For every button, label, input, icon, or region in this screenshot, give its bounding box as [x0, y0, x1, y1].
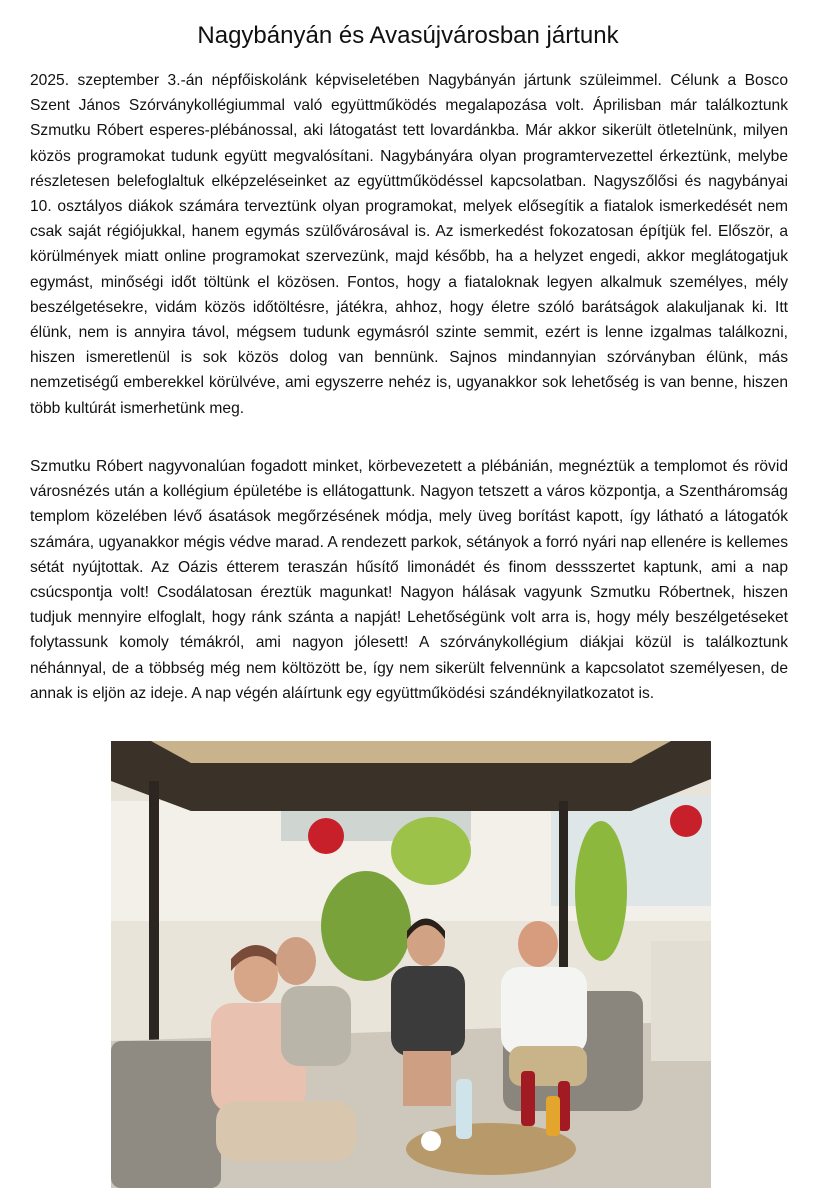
person-face-2 [276, 937, 316, 985]
stairs [651, 941, 711, 1061]
potted-shrub [321, 871, 411, 981]
article-paragraph-2: Szmutku Róbert nagyvonalúan fogadott minket, körbevezetett a plébánián, megnéztük a templomot és rövid városnézés után a kollégium épületébe is ellátogattunk. Nagyon tetszett a város központja, a Szentháromság templom közelében lévő ásatások megőrzésének módja, mely üveg borítást kapott, így látható a látogatók számára, ugyanakkor mégis védve marad. A rendezett parkok, sétányok a forró nyári nap ellenére is kellemes sétát nyújtottak. Az Oázis étterem teraszán hűsítő limonádét és finom dessszertet kaptunk, ami a nap csúcspontja volt! Csodálatosan éreztük magunkat! Nagyon hálásak vagyunk Szmutku Róbertnek, hiszen tudjuk mennyire elfoglalt, hogy ránk szánta a napját! Lehetőségünk volt arra is, hogy mély beszélgetéseket folytassunk komoly témákról, ami nagyon jólesett! A szórványkollégium diákjai közül is találkoztunk néhánnyal, de a többség még nem költözött be, így nem sikerült felvennünk a kapcsolatot személyesen, de annak is eljön az ideje. A nap végén aláírtunk egy együttműködési szándéknyilatkozatot is. [30, 458, 788, 702]
person-shorts-4 [509, 1046, 587, 1086]
person-body-2 [281, 986, 351, 1066]
coffee-cup [421, 1131, 441, 1151]
hanging-plant-right [575, 821, 627, 961]
person-face-4 [518, 921, 558, 967]
hanging-plant [391, 817, 471, 885]
group-photo [111, 741, 711, 1188]
person-legs-3 [403, 1051, 451, 1106]
cola-bottle [521, 1071, 535, 1126]
article-title: Nagybányán és Avasújvárosban jártunk [197, 22, 619, 49]
flower-box [308, 818, 344, 854]
juice-bottle [546, 1096, 560, 1136]
person-legs-1 [216, 1101, 356, 1161]
person-body-3 [391, 966, 465, 1056]
canopy-fabric [151, 741, 671, 763]
terrace-photo-illustration [111, 741, 711, 1188]
gazebo-post-left [149, 781, 159, 1041]
flower-box-right [670, 805, 702, 837]
article-paragraph-1: 2025. szeptember 3.-án népfőiskolánk képviseletében Nagybányán jártunk szüleimmel. Célunk a Bosco Szent János Szórványkollégiummal való együttműködés megalapozása volt. Áprilisban már találkoztunk Szmutku Róbert esperes-plébánossal, aki látogatást tett lovardánkba. Már akkor sikerült ötletelnünk, milyen közös programokat tudunk együtt megvalósítani. Nagybányára olyan programtervezettel érkeztünk, melybe részletesen belefoglaltuk elképzeléseinket az együttműködéssel kapcsolatban. Nagyszőlősi és nagybányai 10. osztályos diákok számára terveztünk olyan programokat, melyek elősegítik a fiatalok ismerkedését nem csak saját régiójukkal, hanem egymás szülővárosával is. Az ismerkedést fokozatosan építjük fel. Először, a körülmények miatt online programokat szervezünk, majd később, ha a helyzet engedi, akkor meglátogatjuk egymást, minőségi időt töltünk el közösen. Fontos, hogy a fiataloknak legyen alkalmuk személyes, mély beszélgetésekre, vidám közös időtöltésre, játékra, ahhoz, hogy életre szóló barátságok alakuljanak ki. Itt élünk, nem is annyira távol, mégsem tudunk egymásról szinte semmit, ezért is lenne izgalmas találkozni, hiszen ismeretlenül is sok közös dolog van bennünk. Sajnos mindannyian szórványban élünk, más nemzetiségű emberekkel körülvéve, ami egyszerre nehéz is, ugyanakkor sok lehetőség is van benne, hiszen több kultúrát ismerhetünk meg. [30, 72, 788, 417]
water-bottle [456, 1079, 472, 1139]
person-body-4 [501, 967, 587, 1055]
wicker-sofa [111, 1041, 221, 1188]
